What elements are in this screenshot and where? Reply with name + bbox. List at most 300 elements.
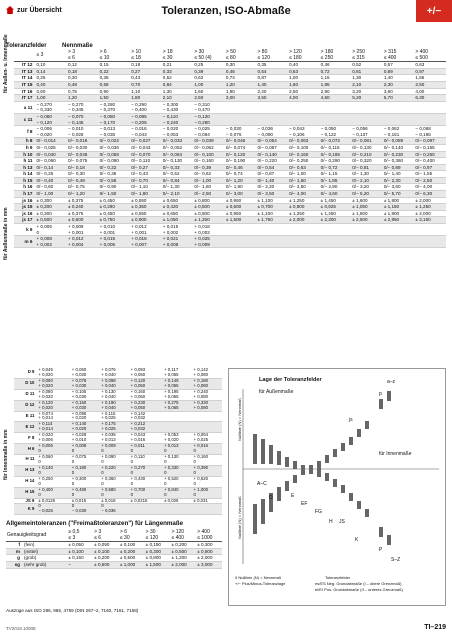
tolerance-cell: + 0,160 0 bbox=[193, 455, 222, 466]
range-header-cell: > 3 ≤ 6 bbox=[93, 530, 119, 542]
tolerance-cell: − 0,062 − 0,151 bbox=[383, 126, 415, 138]
legend-plusminus: +/− Plus/Minus-Toleranzlage bbox=[235, 581, 286, 586]
tolerance-cell: 0 − 0,025 bbox=[37, 504, 70, 515]
tolerance-cell bbox=[225, 224, 257, 236]
tolerance-cell: ± 1,100 bbox=[257, 197, 289, 204]
tolerance-cell: 2,10 bbox=[162, 95, 194, 102]
tolerance-cell: 0/− 1,80 bbox=[130, 191, 162, 198]
tolerance-cell: 0,52 bbox=[162, 75, 194, 82]
outer-bars bbox=[253, 391, 391, 474]
range-header-cell: ≥ 0,5 ≤ 3 bbox=[67, 530, 93, 542]
grade-label: g bbox=[6, 555, 23, 562]
group-label-top: für Außen- u. Innenmaße bbox=[3, 34, 9, 93]
tolerance-class-label: K 9 bbox=[14, 504, 37, 515]
tolerance-cell: + 0,110 0 bbox=[130, 455, 163, 466]
tolerance-cell: 0/− 0,63 bbox=[288, 164, 320, 171]
tolerance-cell: 0/− 0,120 bbox=[225, 151, 257, 158]
tolerance-cell: 1,30 bbox=[162, 88, 194, 95]
tolerance-cell: + 0,013 0 bbox=[163, 444, 192, 455]
tolerance-cell bbox=[257, 236, 289, 248]
tolerance-cell: 1,30 bbox=[351, 75, 383, 82]
outer-row bbox=[14, 191, 446, 198]
tolerance-cell: ± 0,800 bbox=[288, 204, 320, 211]
tolerance-cell: + 0,230 + 0,050 bbox=[130, 400, 163, 411]
tolerance-cell: 2,50 bbox=[414, 81, 446, 88]
letter-js-inner: JS bbox=[339, 519, 345, 525]
tolerance-cell: ± 0,350 bbox=[130, 204, 162, 211]
tolerance-cell: 1,00 bbox=[35, 95, 67, 102]
tolerance-cell: + 0,015 + 0,006 bbox=[99, 236, 131, 248]
tolerance-cell: 0,25 bbox=[193, 62, 225, 69]
tolerance-cell: + 0,045 + 0,020 bbox=[37, 368, 70, 378]
inner-row bbox=[14, 444, 222, 455]
tolerance-cell: 0/− 0,062 bbox=[193, 144, 225, 151]
tolerance-cell: 0/− 0,070 bbox=[130, 151, 162, 158]
tolerance-cell: + 0,080 + 0,020 bbox=[37, 389, 70, 400]
tolerance-cell: 0/− 1,40 bbox=[257, 177, 289, 184]
tolerance-cell: + 0,035 + 0,013 bbox=[100, 433, 129, 444]
tolerance-cell: 0/− 0,27 bbox=[130, 164, 162, 171]
tolerance-cell: + 0,053 + 0,020 bbox=[163, 433, 192, 444]
tolerance-cell: ± 1,500 bbox=[145, 561, 171, 568]
tolerance-cell: 0,54 bbox=[257, 68, 289, 75]
tolerance-cell: ± 2,000 bbox=[196, 555, 222, 562]
footnote: Auszüge aus ISO 286, 965, 4759 (DIN 267–2, 7160, 7161, 7168) bbox=[6, 608, 139, 613]
tolerance-cell: 3,60 bbox=[383, 88, 415, 95]
tolerance-class-label: h 9 bbox=[14, 144, 35, 151]
tolerance-class-label: k 6 bbox=[14, 224, 35, 236]
tolerance-cell: 0,63 bbox=[414, 62, 446, 69]
tolerance-cell: 0,60 bbox=[35, 88, 67, 95]
tolerance-cell bbox=[320, 224, 352, 236]
tolerance-cell: 0/− 0,100 bbox=[193, 151, 225, 158]
tolerance-cell: 1,55 bbox=[414, 75, 446, 82]
tolerance-cell: 0/− 1,90 bbox=[225, 184, 257, 191]
tolerance-cell: 0/− 0,25 bbox=[35, 171, 67, 178]
group-label-outer: für Außenmaße in mm bbox=[3, 207, 9, 260]
tolerance-cell bbox=[320, 101, 352, 113]
header-corner bbox=[14, 50, 35, 62]
tolerance-cell: 0/− 2,20 bbox=[257, 184, 289, 191]
tolerance-cell: − 0,030 − 0,076 bbox=[225, 126, 257, 138]
it-row bbox=[14, 81, 446, 88]
tolerance-cell: ± 0,015 bbox=[71, 498, 100, 504]
header-bar bbox=[0, 0, 452, 22]
tolerance-class-label: h 14 bbox=[14, 171, 35, 178]
tolerance-cell: ± 0,950 bbox=[225, 197, 257, 204]
tolerance-cell: − 0,070 − 0,145 bbox=[67, 113, 99, 125]
inner-row bbox=[14, 465, 222, 476]
tolerance-cell: 0/− 0,250 bbox=[288, 158, 320, 165]
tolerance-cell: 0 − 0,030 bbox=[71, 504, 100, 515]
diagram-graphic bbox=[229, 369, 447, 569]
tolerance-cell: 0/− 0,40 bbox=[35, 177, 67, 184]
tolerance-cell: ± 2,000 bbox=[414, 210, 446, 217]
home-label: zur Übersicht bbox=[17, 6, 62, 14]
tolerance-cell: 0/− 0,043 bbox=[130, 144, 162, 151]
outer-row bbox=[14, 144, 446, 151]
tolerance-cell: 0/− 1,20 bbox=[67, 191, 99, 198]
tolerance-cell: + 0,190 + 0,040 bbox=[100, 400, 129, 411]
tolerance-cell: 0/− 1,55 bbox=[414, 171, 446, 178]
tolerance-cell: + 0,095 + 0,020 bbox=[71, 411, 100, 422]
outer-row bbox=[14, 158, 446, 165]
tolerance-cell: 0/− 0,89 bbox=[383, 164, 415, 171]
tolerance-cell: 1,15 bbox=[320, 75, 352, 82]
tolerance-cell: 0/− 2,10 bbox=[162, 191, 194, 198]
inner-row bbox=[14, 455, 222, 466]
legend-es: es/ES Neg. Grundabmaße (i – obere Grenzmaß) bbox=[315, 581, 402, 586]
tolerance-cell bbox=[414, 224, 446, 236]
tolerance-class-label: js 17 bbox=[14, 217, 35, 224]
letter-ef: EF bbox=[301, 501, 308, 507]
tolerance-class-label: H 13 bbox=[14, 465, 37, 476]
tolerance-cell bbox=[257, 101, 289, 113]
tolerance-cell: + 0,021 + 0,008 bbox=[162, 236, 194, 248]
tolerance-cell: 0/− 0,43 bbox=[130, 171, 162, 178]
tolerance-cell: 1,40 bbox=[257, 81, 289, 88]
range-header-cell: ≤ 3 bbox=[35, 50, 67, 62]
axis-top-label: Nulllinie (N) = Nennmaß bbox=[237, 398, 242, 441]
tolerance-cell: 0/− 0,027 bbox=[130, 138, 162, 145]
tolerance-cell: − 0,006 − 0,020 bbox=[35, 126, 67, 138]
tolerance-class-label: js 16 bbox=[14, 210, 35, 217]
tolerance-class-label: IT 16 bbox=[14, 88, 35, 95]
tolerance-cell: 0/− 0,81 bbox=[351, 164, 383, 171]
tolerance-cell: + 0,175 + 0,025 bbox=[100, 422, 129, 433]
tolerance-cell: ± 2,600 bbox=[351, 217, 383, 224]
tolerance-cell: ± 0,200 bbox=[35, 204, 67, 211]
tolerance-cell: ± 2,000 bbox=[288, 217, 320, 224]
tolerance-cell: + 0,130 0 bbox=[163, 455, 192, 466]
it-row bbox=[14, 95, 446, 102]
tolerance-cell: 0/− 0,090 bbox=[99, 158, 131, 165]
tolerance-class-label: IT 17 bbox=[14, 95, 35, 102]
tolerance-class-label: h 13 bbox=[14, 164, 35, 171]
tolerance-class-label: h 16 bbox=[14, 184, 35, 191]
letter-p-inner: P bbox=[379, 547, 383, 553]
tolerance-cell: 0/− 0,400 bbox=[414, 158, 446, 165]
range-header-cell: > 18 ≤ 30 bbox=[162, 50, 194, 62]
tolerance-cell: ± 0,200 bbox=[93, 555, 119, 562]
tolerance-cell: ± 2,300 bbox=[320, 217, 352, 224]
page-title: Toleranzen, ISO-Abmaße bbox=[161, 5, 291, 17]
tolerance-cell: 0,97 bbox=[414, 68, 446, 75]
tolerance-cell bbox=[288, 236, 320, 248]
tolerance-cell: 4,00 bbox=[288, 95, 320, 102]
tolerance-cell bbox=[383, 224, 415, 236]
diagram-title: Lage der Toleranzfelder bbox=[259, 377, 322, 383]
tolerance-cell: 0/− 0,46 bbox=[225, 164, 257, 171]
tolerance-cell: 2,90 bbox=[320, 88, 352, 95]
tolerance-cell: ± 1,750 bbox=[257, 217, 289, 224]
inner-row bbox=[14, 433, 222, 444]
tolerance-cell bbox=[225, 113, 257, 125]
tolerance-cell: ± 1,200 bbox=[170, 555, 196, 562]
tolerance-class-label: h 11 bbox=[14, 158, 35, 165]
tolerance-cell: − 0,010 − 0,028 bbox=[67, 126, 99, 138]
range-header-cell: > 120 ≤ 180 bbox=[288, 50, 320, 62]
tolerance-cell: 3,00 bbox=[225, 95, 257, 102]
tolerance-cell: + 0,010 + 0,001 bbox=[99, 224, 131, 236]
tolerance-cell: 0,30 bbox=[67, 75, 99, 82]
letter-h: H bbox=[329, 519, 333, 525]
inner-label: für Innenmaße bbox=[379, 451, 412, 457]
letter-fg: FG bbox=[315, 509, 322, 515]
tolerance-cell: 0/− 0,036 bbox=[99, 144, 131, 151]
tolerance-cell: 0/− 0,048 bbox=[67, 151, 99, 158]
tolerance-table bbox=[14, 50, 446, 248]
tolerance-cell: 0,12 bbox=[67, 62, 99, 69]
tolerance-cell: ± 0,0215 bbox=[130, 498, 163, 504]
tolerance-cell: ± 0,200 bbox=[170, 542, 196, 549]
tolerance-cell: 0/− 0,060 bbox=[35, 158, 67, 165]
tolerance-cell: + 0,250 0 bbox=[37, 476, 70, 487]
group-label-inner: für Innenmaße in mm bbox=[3, 429, 9, 480]
tolerance-cell: + 0,140 + 0,020 bbox=[71, 422, 100, 433]
tolerance-cell: 0/− 0,087 bbox=[257, 144, 289, 151]
tolerance-cell: ± 2,850 bbox=[383, 217, 415, 224]
plus-minus-tab[interactable]: +/− bbox=[416, 0, 452, 22]
tolerance-class-label: H 11 bbox=[14, 455, 37, 466]
tolerance-cell: 0/− 0,72 bbox=[320, 164, 352, 171]
grade-label: sg bbox=[6, 561, 23, 568]
inner-row bbox=[14, 411, 222, 422]
tolerance-cell: 1,90 bbox=[225, 88, 257, 95]
tolerance-cell: 0/− 1,20 bbox=[225, 177, 257, 184]
tolerance-cell: + 0,140 0 bbox=[37, 465, 70, 476]
tolerance-cell: ± 0,750 bbox=[99, 217, 131, 224]
tolerance-cell: 0/− 0,074 bbox=[225, 144, 257, 151]
tolerance-cell: 0/− 0,140 bbox=[257, 151, 289, 158]
tolerance-cell: 0,75 bbox=[67, 88, 99, 95]
outer-row bbox=[14, 164, 446, 171]
tolerance-cell: + 0,400 0 bbox=[37, 487, 70, 498]
tolerance-cell: 0/− 0,220 bbox=[257, 158, 289, 165]
tolerance-cell: − 0,095 − 0,205 bbox=[130, 113, 162, 125]
tolerance-cell: 0/− 0,70 bbox=[130, 177, 162, 184]
tolerance-cell: 0/− 0,089 bbox=[383, 138, 415, 145]
range-header-cell: > 80 ≤ 120 bbox=[257, 50, 289, 62]
tolerance-cell: 0/− 1,50 bbox=[99, 191, 131, 198]
inner-tolerance-table bbox=[14, 368, 222, 515]
tolerance-cell bbox=[288, 113, 320, 125]
tolerance-cell: + 0,700 0 bbox=[130, 487, 163, 498]
outer-row bbox=[14, 224, 446, 236]
tolerance-cell: + 1,000 0 bbox=[193, 487, 222, 498]
inner-row bbox=[14, 378, 222, 389]
tolerance-cell bbox=[130, 504, 163, 515]
outer-label: für Außenmaße bbox=[259, 389, 294, 395]
tolerance-cell: ± 0,500 bbox=[93, 561, 119, 568]
tolerance-cell: ± 0,375 bbox=[67, 210, 99, 217]
range-header-cell: > 250 ≤ 315 bbox=[351, 50, 383, 62]
tolerance-class-label: H 6 bbox=[14, 444, 37, 455]
tolerance-cell: + 0,064 + 0,025 bbox=[193, 433, 222, 444]
tolerance-cell: ± 0,300 bbox=[35, 197, 67, 204]
tolerance-cell: ± 0,500 bbox=[193, 204, 225, 211]
tolerance-cell bbox=[257, 113, 289, 125]
tolerance-cell: ± 0,550 bbox=[130, 197, 162, 204]
tolerance-cell: ± 0,200 bbox=[119, 548, 145, 555]
letter-d: D bbox=[269, 495, 273, 501]
tolerance-cell: 0/− 0,185 bbox=[320, 151, 352, 158]
tolerance-cell bbox=[414, 236, 446, 248]
tolerance-cell: 0/− 0,30 bbox=[67, 171, 99, 178]
tolerance-cell: + 0,120 + 0,050 bbox=[130, 378, 163, 389]
tolerance-cell: + 0,028 + 0,010 bbox=[71, 433, 100, 444]
grade-label: (fein) bbox=[23, 542, 67, 549]
tolerance-cell: 2,30 bbox=[383, 81, 415, 88]
tolerance-cell bbox=[193, 504, 222, 515]
tolerance-cell: + 0,076 + 0,040 bbox=[100, 368, 129, 378]
tolerance-cell: ± 2,000 bbox=[414, 197, 446, 204]
outer-row bbox=[14, 113, 446, 125]
inner-row bbox=[14, 504, 222, 515]
tolerance-cell: ± 0,900 bbox=[130, 217, 162, 224]
tolerance-cell: 0/− 0,046 bbox=[225, 138, 257, 145]
tolerance-cell: ± 0,150 bbox=[145, 542, 171, 549]
tolerance-cell: 1,20 bbox=[67, 95, 99, 102]
tolerance-cell: 0/− 2,50 bbox=[288, 184, 320, 191]
tolerance-cell bbox=[288, 101, 320, 113]
tolerance-cell: 1,60 bbox=[288, 81, 320, 88]
tolerance-cell: + 0,114 + 0,014 bbox=[37, 422, 70, 433]
general-row bbox=[6, 555, 222, 562]
range-header-cell: > 180 ≤ 250 bbox=[320, 50, 352, 62]
tolerance-cell: 0/− 4,60 bbox=[320, 191, 352, 198]
tolerance-cell: 0/− 2,50 bbox=[414, 177, 446, 184]
it-row bbox=[14, 62, 446, 69]
tolerance-cell: 0/− 2,50 bbox=[193, 191, 225, 198]
tolerance-cell: 0/− 0,054 bbox=[257, 138, 289, 145]
tolerance-cell: 0,35 bbox=[257, 62, 289, 69]
tolerance-class-label: D 12 bbox=[14, 400, 37, 411]
tolerance-cell: 0,39 bbox=[193, 68, 225, 75]
tolerance-cell: + 0,009 + 0,001 bbox=[67, 224, 99, 236]
tolerance-cell: 0/− 0,210 bbox=[351, 151, 383, 158]
tolerance-cell: ± 0,950 bbox=[225, 210, 257, 217]
letter-a-c: A–C bbox=[257, 481, 267, 487]
tolerance-class-label: h 17 bbox=[14, 191, 35, 198]
grade-header: Genauigkeitsgrad bbox=[6, 530, 67, 542]
range-header-cell: > 30 ≤ 120 bbox=[145, 530, 171, 542]
tolerance-class-label: IT 14 bbox=[14, 75, 35, 82]
tolerance-cell bbox=[383, 113, 415, 125]
tolerance-cell: ± 0,800 bbox=[145, 555, 171, 562]
tolerance-cell: 2,10 bbox=[351, 81, 383, 88]
tolerance-cell: + 0,090 0 bbox=[100, 455, 129, 466]
tolerance-cell: ± 0,800 bbox=[193, 197, 225, 204]
grade-label: (sehr grob) bbox=[23, 561, 67, 568]
tolerance-cell bbox=[351, 113, 383, 125]
tolerance-cell: + 0,300 0 bbox=[71, 476, 100, 487]
tolerance-cell: ± 2,000 bbox=[170, 561, 196, 568]
tolerance-cell: 0/− 0,115 bbox=[320, 144, 352, 151]
tolerance-class-label: IT 12 bbox=[14, 62, 35, 69]
it-row bbox=[14, 68, 446, 75]
tolerance-class-label: js 15 bbox=[14, 204, 35, 211]
tolerance-cell: ± 0,650 bbox=[162, 210, 194, 217]
tolerance-cell: 0/− 0,081 bbox=[351, 138, 383, 145]
outer-row bbox=[14, 236, 446, 248]
grade-label: m bbox=[6, 548, 23, 555]
tolerance-cell: + 0,160 + 0,050 bbox=[130, 389, 163, 400]
tolerance-cell: ± 1,150 bbox=[383, 204, 415, 211]
tolerance-cell: 0/− 3,60 bbox=[383, 184, 415, 191]
tolerance-cell: 0/− 0,084 bbox=[162, 151, 194, 158]
tolerance-cell: ± 0,290 bbox=[99, 204, 131, 211]
tolerance-cell: 5,70 bbox=[383, 95, 415, 102]
tolerance-cell: ± 0,0125 bbox=[37, 498, 70, 504]
tolerance-cell: ± 0,375 bbox=[67, 197, 99, 204]
tolerance-cell: 0/− 0,87 bbox=[257, 171, 289, 178]
tolerance-cell: 0/− 1,00 bbox=[35, 191, 67, 198]
inner-bars bbox=[253, 465, 391, 545]
tolerance-cell: − 0,016 − 0,043 bbox=[130, 126, 162, 138]
tolerance-cell: + 0,240 + 0,080 bbox=[193, 389, 222, 400]
tolerance-cell: 0,33 bbox=[162, 68, 194, 75]
tolerance-cell: 0/− 1,60 bbox=[193, 184, 225, 191]
tolerance-cell: ± 1,600 bbox=[351, 197, 383, 204]
grade-label: f bbox=[6, 542, 23, 549]
tolerance-cell: + 0,130 + 0,040 bbox=[100, 389, 129, 400]
tolerance-cell: ± 3,000 bbox=[196, 561, 222, 568]
tolerance-cell: + 0,180 + 0,080 bbox=[193, 378, 222, 389]
tolerance-cell: 5,20 bbox=[351, 95, 383, 102]
range-header-cell: > 6 ≤ 30 bbox=[119, 530, 145, 542]
tolerance-cell: 0/− 0,14 bbox=[35, 164, 67, 171]
tolerance-cell: 0/− 0,160 bbox=[193, 158, 225, 165]
tolerance-cell: 0,90 bbox=[99, 88, 131, 95]
tolerance-cell: 0/− 0,022 bbox=[99, 138, 131, 145]
tolerance-class-label: h 8 bbox=[14, 138, 35, 145]
range-header-cell: > 400 ≤ 500 bbox=[414, 50, 446, 62]
tolerance-cell: 0,10 bbox=[35, 62, 67, 69]
tolerance-cell bbox=[351, 224, 383, 236]
tolerance-cell: + 0,008 + 0,002 bbox=[35, 236, 67, 248]
tolerance-cell: + 0,480 0 bbox=[71, 487, 100, 498]
tolerance-class-label: H 15 bbox=[14, 487, 37, 498]
tolerance-cell: + 0,220 0 bbox=[100, 465, 129, 476]
tolerance-cell: 0/− 0,62 bbox=[193, 171, 225, 178]
grade-label: (grob) bbox=[23, 555, 67, 562]
range-header-cell: > 3 ≤ 6 bbox=[67, 50, 99, 62]
tolerance-cell: 0/− 0,58 bbox=[99, 177, 131, 184]
it-row bbox=[14, 88, 446, 95]
tolerance-cell: 0,18 bbox=[67, 68, 99, 75]
tolerance-cell: 0,36 bbox=[99, 75, 131, 82]
tolerance-cell: + 0,330 0 bbox=[163, 465, 192, 476]
tolerance-cell: ± 0,550 bbox=[130, 210, 162, 217]
tolerance-cell: 0/− 0,014 bbox=[35, 138, 67, 145]
tolerance-cell: 1,85 bbox=[320, 81, 352, 88]
tolerance-class-label: E 12 bbox=[14, 422, 37, 433]
allgemeintoleranzen-heading: Allgemeintoleranzen ("Freimaßtoleranzen") für Längenmaße bbox=[6, 520, 184, 527]
tolerance-cell: 2,20 bbox=[257, 88, 289, 95]
tolerance-cell: 0,58 bbox=[99, 81, 131, 88]
tolerance-cell: 0/− 1,60 bbox=[288, 177, 320, 184]
tolerance-cell: − 0,300 − 0,430 bbox=[162, 101, 194, 113]
tolerance-cell: ± 0,031 bbox=[193, 498, 222, 504]
tolerance-cell: 0/− 0,48 bbox=[67, 177, 99, 184]
range-header-cell: > 315 ≤ 400 bbox=[383, 50, 415, 62]
axis-bottom-label: Nulllinie (N) = Nennmaß bbox=[237, 496, 242, 539]
tolerance-cell: 0/− 0,33 bbox=[162, 164, 194, 171]
range-header-cell: > 6 ≤ 10 bbox=[99, 50, 131, 62]
tolerance-cell: ± 0,925 bbox=[320, 204, 352, 211]
tolerance-cell: 0/− 0,320 bbox=[351, 158, 383, 165]
